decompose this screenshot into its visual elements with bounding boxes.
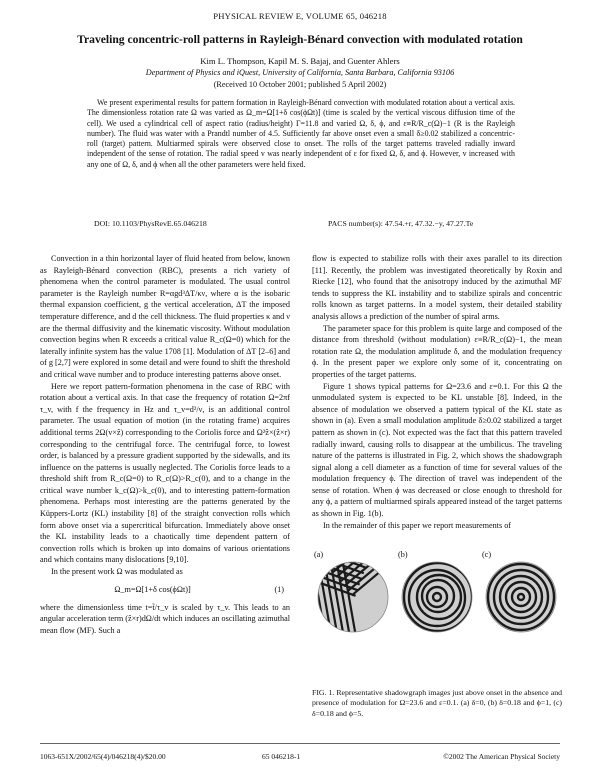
equation-number: (1) [274,584,284,594]
paragraph: Convection in a thin horizontal layer of fluid heated from below, known as Rayleigh-Bénard convection (RBC), presents a rich variety of phenomena when the control parameter is modulated. The usual control parameter is the Rayleigh number R=αgd³ΔT/κν, where α is the isobaric thermal expansion coefficient, g the vertical acceleration, ΔT the imposed temperature difference, and d the cell thickness. The fluid properties κ and ν are the thermal diffusivity and the kinematic viscosity. Without modulation convection begins when R exceeds a critical value R_c(Ω=0) which for the laterally infinite system has the value 1708 [1]. Modulation of ΔT [2–6] and of g [2,7] were explored in some detail and were found to shift the threshold and critical wave number and to produce interesting patterns above onset. [40,254,290,379]
left-column [40,253,290,636]
affiliation: Department of Physics and iQuest, University of California, Santa Barbara, California 93106 [145,68,455,77]
pacs-numbers: PACS number(s): 47.54.+r, 47.32.−y, 47.27.Te [328,219,474,228]
figure-panel-b [396,547,476,672]
abstract-text: We present experimental results for pattern formation in Rayleigh-Bénard convection with modulated rotation about a vertical axis. The dimensionless rotation rate Ω was varied as Ω_m=Ω[1+δ cos(ϕΩt)] (time is scaled by the vertical viscous diffusion time of the cell). We used a cylindrical cell of aspect ratio (radius/height) Γ=11.8 and varied Ω, δ, ϕ, and ε≡R/R_c(Ω)−1 (R is the Rayleigh number). The fluid was water with a Prandtl number of 4.5. Sufficiently far above onset even a small δ≥0.02 stabilized a concentric-roll (target) pattern. Multiarmed spirals were observed close to onset. The rolls of the target patterns traveled radially inward independent of the sense of rotation. The radial speed v was nearly independent of ε for fixed Ω, δ, and ϕ. However, v increased with any one of Ω, δ, and ϕ when all the other parameters were held fixed. [87,98,515,169]
figure-panel-a [312,547,392,672]
spiral-pattern-image [401,561,473,633]
equation-1 [40,578,290,602]
panel-label: (a) [314,550,324,559]
target-pattern-image [485,561,557,633]
right-column [312,253,562,531]
paragraph: In the remainder of this paper we report measurements of [323,520,512,530]
footer-issn: 1063-651X/2002/65(4)/046218(4)/$20.00 [40,752,166,761]
paper-title: Traveling concentric-roll patterns in Rayleigh-Bénard convection with modulated rotation [77,33,523,46]
received-date: (Received 10 October 2001; published 5 April 2002) [213,80,387,89]
doi[interactable]: DOI: 10.1103/PhysRevE.65.046218 [94,219,207,228]
paragraph: The parameter space for this problem is quite large and composed of the distance from threshold (without modulation) ε≡R/R_c(Ω)−1, the mean rotation rate Ω, the modulation amplitude δ, and the modulation frequency ϕ. In the present paper we explore only some of it, concentrating on properties of the target patterns. [312,323,562,379]
paragraph: In the present work Ω was modulated as [51,567,183,577]
equation-body: Ω_m=Ω[1+δ cos(ϕΩt)] [114,584,191,594]
copyright: ©2002 The American Physical Society [443,752,560,761]
figure-1 [312,547,562,672]
running-header: PHYSICAL REVIEW E, VOLUME 65, 046218 [213,11,387,21]
abstract [87,98,515,170]
panel-label: (b) [398,550,408,559]
page-number: 65 046218-1 [262,752,301,761]
paragraph: where the dimensionless time t=t̃/τ_v is scaled by τ_v. This leads to an angular acceleration term (ẑ×r)dΩ/dt which induces an oscillating azimuthal mean flow (MF). Such a [40,602,290,635]
kl-chaos-pattern-image [317,561,389,633]
paragraph: Figure 1 shows typical patterns for Ω=23.6 and ε=0.1. For this Ω the unmodulated system is expected to be KL unstable [8]. Indeed, in the absence of modulation we observed a pattern typical of the KL state as shown in (a). Even a small modulation amplitude δ≥0.02 stabilized a target pattern as shown in (c). Not expected was the fact that this pattern traveled radially inward, causing rolls to disappear at the umbilicus. The traveling nature of the patterns is illustrated in Fig. 2, which shows the shadowgraph signal along a cell diameter as a function of time for several values of the modulation frequency ϕ. The direction of travel was independent of the sense of rotation. When ϕ was decreased or close enough to threshold for any ϕ, a pattern of multiarmed spirals appeared instead of the target patterns as shown in Fig. 1(b). [312,381,562,519]
paragraph: flow is expected to stabilize rolls with their axes parallel to its direction [11]. Recently, the problem was investigated theoretically by Roxin and Riecke [12], who found that the anisotropy induced by the azimuthal MF tends to suppress the KL instability and to stabilize spirals and concentric rolls known as target patterns. In a model system, their detailed stability analysis allows a prediction of the number of spiral arms. [312,254,562,321]
author-list: Kim L. Thompson, Kapil M. S. Bajaj, and Guenter Ahlers [200,56,400,66]
figure-caption: FIG. 1. Representative shadowgraph images just above onset in the absence and presence of modulation for Ω=23.6 and ε=0.1. (a) δ=0, (b) δ=0.18 and ϕ=1, (c) δ=0.18 and ϕ=5. [312,688,562,718]
paragraph: Here we report pattern-formation phenomena in the case of RBC with rotation about a vertical axis. In that case the frequency of rotation Ω=2πf τ_v, with f the frequency in Hz and τ_v=d²/ν, is an additional control parameter. The usual equation of motion (in the rotating frame) acquires additional terms 2Ω(v×ẑ) corresponding to the Coriolis force and Ω²ẑ×(ẑ×r) corresponding to the centrifugal force. The centrifugal force, to lowest order, is balanced by a pressure gradient supported by the sidewalls, and its influence on the patterns is usually neglected. The Coriolis force leads to a threshold shift from R_c(Ω=0) to R_c(Ω)>R_c(0), and to a change in the critical wave number k_c(Ω)>k_c(0), and to interesting pattern-formation phenomena. Perhaps most interesting are the patterns generated by the Küppers-Lortz (KL) instability [8] of the straight convection rolls which form above onset via a supercritical bifurcation. Immediately above onset the KL instability leads to a chaotically time dependent pattern of convection rolls which is broken up into domains of various orientations and which contains many dislocations [9,10]. [40,381,290,565]
footer-rule [40,743,560,744]
panel-label: (c) [482,550,492,559]
figure-panel-c [480,547,560,672]
